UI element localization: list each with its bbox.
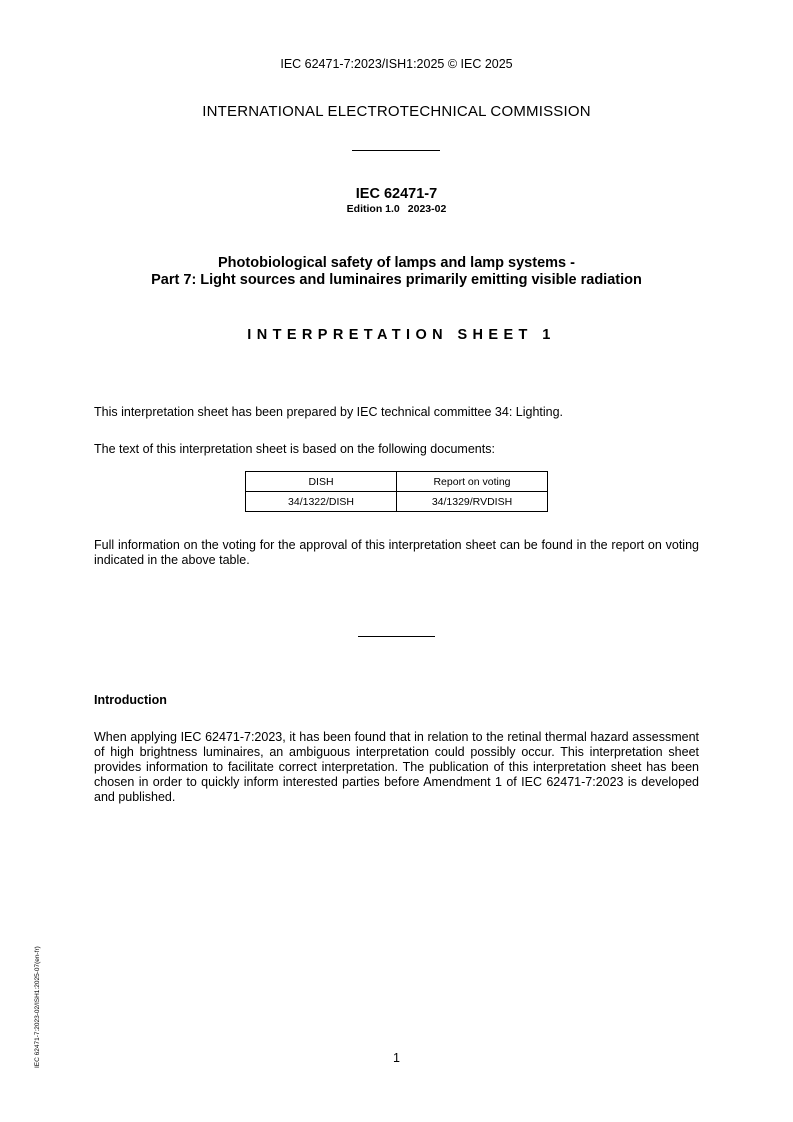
document-title-line-1: Photobiological safety of lamps and lamp systems - [218, 255, 575, 271]
table-header-cell: Report on voting [397, 472, 548, 492]
section-divider [358, 636, 435, 637]
standard-number: IEC 62471-7 [355, 186, 438, 202]
table-header-row [246, 472, 548, 492]
full-information-paragraph: Full information on the voting for the approval of this interpretation sheet can be found in the report on voting indicated in the above table. [94, 538, 699, 567]
documents-table [245, 471, 548, 512]
edition-line [0, 203, 793, 215]
organization-name: INTERNATIONAL ELECTROTECHNICAL COMMISSION [202, 103, 591, 120]
prepared-by-paragraph: This interpretation sheet has been prepared by IEC technical committee 34: Lighting. [94, 405, 564, 419]
edition-label: Edition 1.0 [346, 203, 400, 215]
based-on-paragraph: The text of this interpretation sheet is based on the following documents: [94, 442, 495, 456]
table-cell: 34/1329/RVDISH [397, 492, 548, 512]
table-row [246, 492, 548, 512]
interpretation-sheet-title: INTERPRETATION SHEET 1 [247, 327, 556, 343]
edition-date: 2023-02 [407, 203, 447, 215]
header-divider [352, 150, 440, 151]
introduction-heading: Introduction [94, 693, 167, 707]
side-document-identifier: IEC 62471-7:2023-02/ISH1:2025-07(en-fr) [34, 946, 41, 1068]
introduction-paragraph: When applying IEC 62471-7:2023, it has been found that in relation to the retinal thermal hazard assessment of high brightness luminaires, an ambiguous interpretation could possibly occur. This interpretation sheet provides information to facilitate correct interpretation. The publication of this interpretation sheet has been chosen in order to quickly inform interested parties before Amendment 1 of IEC 62471-7:2023 is developed and published. [94, 730, 699, 804]
table-cell: 34/1322/DISH [246, 492, 397, 512]
table-header-cell: DISH [246, 472, 397, 492]
document-title-line-2: Part 7: Light sources and luminaires primarily emitting visible radiation [151, 272, 642, 288]
header-copyright-line: IEC 62471-7:2023/ISH1:2025 © IEC 2025 [280, 57, 513, 71]
page-number: 1 [393, 1051, 400, 1065]
